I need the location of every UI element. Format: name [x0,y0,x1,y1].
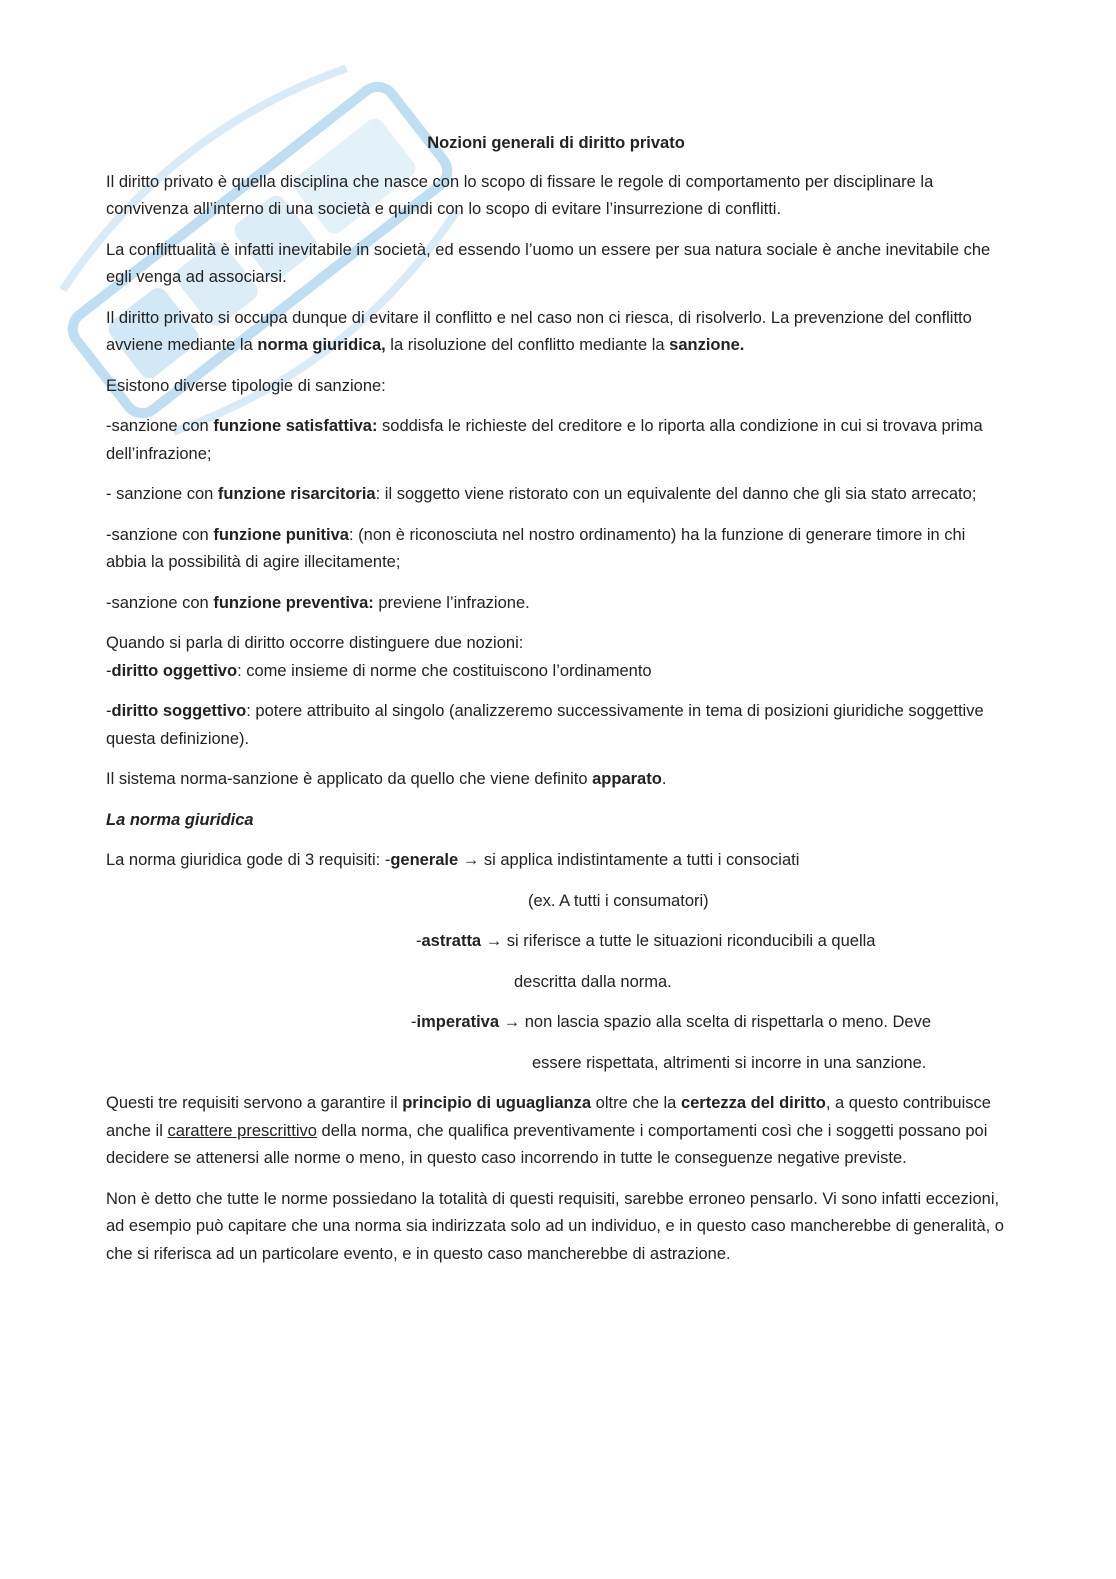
requirement-generale [106,847,1006,875]
bold-term: funzione punitiva [213,525,349,544]
paragraph-2: La conflittualità è infatti inevitabile in società, ed essendo l’uomo un essere per sua natura sociale è anche inevitabile che egli venga ad associarsi. [106,240,991,286]
text: Questi tre requisiti servono a garantire il [106,1094,403,1112]
underlined-term: carattere prescrittivo [167,1121,317,1140]
text: - [416,932,422,950]
section-subtitle: La norma giuridica [106,810,254,829]
requirement-generale-continuation: (ex. A tutti i consumatori) [528,891,709,910]
text: → non lascia spazio alla scelta di rispettarla o meno. Deve [499,1013,932,1031]
text: -sanzione con [106,593,214,612]
text: oltre che la [591,1094,681,1112]
sanction-preventiva [106,590,1006,618]
text: → si applica indistintamente a tutti i consociati [458,851,800,869]
paragraph-3 [106,305,1006,360]
bold-term: funzione satisfattiva: [213,417,378,435]
bold-term: funzione risarcitoria [217,485,376,503]
bold-term: diritto soggettivo [111,702,247,720]
text: : (non è riconosciuta nel nostro ordinamento) ha la funzione di generare timore in chi abbia la possibilità di agire illecitamente; [106,525,966,571]
text: - [411,1013,417,1031]
bold-term: norma giuridica, [257,336,386,354]
text: -sanzione con [106,417,214,435]
text: - sanzione con [106,485,218,503]
paragraph-1: Il diritto privato è quella disciplina che nasce con lo scopo di fissare le regole di comportamento per disciplinare la convivenza all’interno di una società e quindi con lo scopo di evitare l’insurrezione di conflitti. [106,172,934,218]
bold-term: generale [390,851,459,869]
text: - [106,661,112,680]
text: - [106,702,112,720]
text: → si riferisce a tutte le situazioni riconducibili a quella [481,932,876,950]
sanction-satisfattiva [106,413,1006,468]
sanction-punitiva [106,522,1006,577]
paragraph-apparato [106,766,1006,794]
requirement-imperativa [106,1009,1006,1037]
text: previene l’infrazione. [373,593,530,612]
requirement-astratta-continuation: descritta dalla norma. [514,972,672,991]
text: della norma, che qualifica preventivamente i comportamenti così che i soggetti possano poi decidere se attenersi alle norme o meno, in questo caso incorrendo in tutte le conseguenze negative previste. [106,1121,988,1167]
bold-term: certezza del diritto [680,1094,826,1112]
text: -sanzione con [106,525,214,544]
text: La norma giuridica gode di 3 requisiti: - [106,851,391,869]
paragraph-4: Esistono diverse tipologie di sanzione: [106,376,386,395]
text: : potere attribuito al singolo (analizzeremo successivamente in tema di posizioni giuridiche soggettive questa definizione). [106,702,984,748]
paragraph-nozioni [106,630,1006,685]
text: soddisfa le richieste del creditore e lo riporta alla condizione in cui si trovava prima dell’infrazione; [106,417,983,463]
bold-term: funzione preventiva: [213,593,374,612]
sanction-risarcitoria [106,481,1006,509]
paragraph-requisiti [106,1090,1006,1173]
requirement-imperativa-continuation: essere rispettata, altrimenti si incorre in una sanzione. [532,1053,927,1072]
bold-term: astratta [421,932,482,950]
text: la risoluzione del conflitto mediante la [385,336,670,354]
text: Il sistema norma-sanzione è applicato da quello che viene definito [106,770,593,788]
bold-term: apparato [592,770,662,788]
text: : come insieme di norme che costituiscono l’ordinamento [237,661,652,680]
document-page [106,130,1006,1281]
text: Quando si parla di diritto occorre distinguere due nozioni: [106,634,524,652]
paragraph-diritto-soggettivo [106,698,1006,753]
bold-term: sanzione. [669,336,745,354]
requirement-astratta [106,928,1006,956]
paragraph-eccezioni: Non è detto che tutte le norme possiedano la totalità di questi requisiti, sarebbe erroneo pensarlo. Vi sono infatti eccezioni, ad esempio può capitare che una norma sia indirizzata solo ad un individuo, e in questo caso mancherebbe di generalità, o che si riferisca ad un particolare evento, e in questo caso mancherebbe di astrazione. [106,1189,1004,1263]
text: . [661,770,667,788]
bold-term: diritto oggettivo [111,661,238,680]
bold-term: principio di uguaglianza [402,1094,592,1112]
text: Il diritto privato si occupa dunque di evitare il conflitto e nel caso non ci riesca, di risolverlo. La prevenzione del conflitto avviene mediante la [106,308,972,354]
text: : il soggetto viene ristorato con un equivalente del danno che gli sia stato arrecato; [375,485,977,503]
text: , a questo contribuisce anche il [106,1094,991,1140]
bold-term: imperativa [416,1013,500,1031]
document-title: Nozioni generali di diritto privato [427,134,685,152]
